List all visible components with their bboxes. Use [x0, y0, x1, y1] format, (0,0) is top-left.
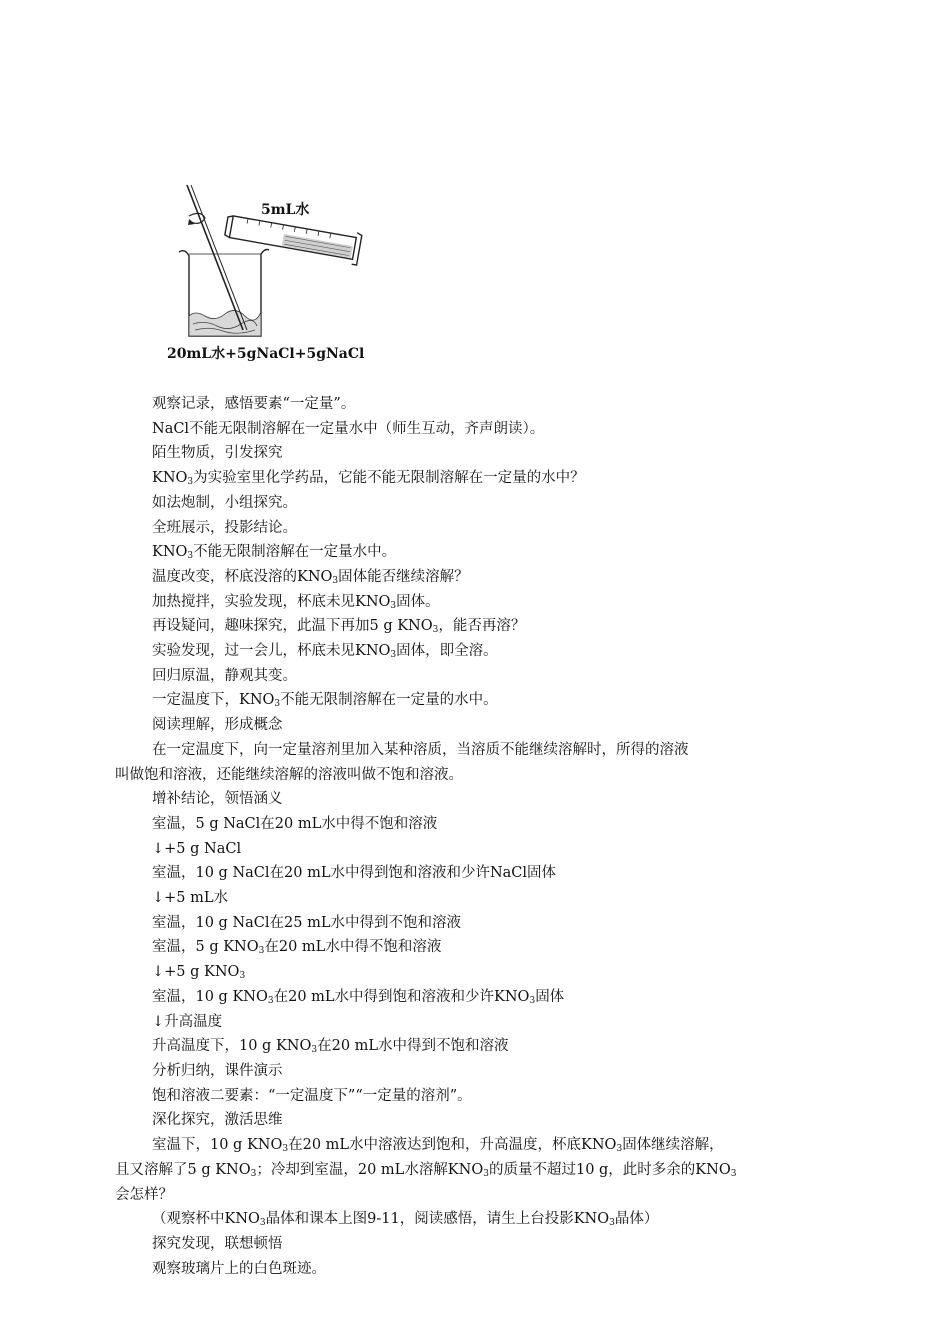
beaker-cylinder-illustration — [165, 180, 375, 365]
text-line: （观察杯中$KNO_3$晶体和课本上图9-11，阅读感悟，请生上台投影$KNO_3$晶体） — [152, 1211, 659, 1229]
text-line: 观察记录，感悟要素“一定量”。 — [152, 396, 356, 412]
text-line: 室温，5 g NaCl在20 mL水中得不饱和溶液 — [152, 815, 438, 832]
text-line: 且又溶解了5 g $KNO_3$；冷却到室温，20 mL水溶解$KNO_3$的质量不超过10 g，此时多余的$KNO_3$ — [115, 1161, 737, 1179]
text-line: 一定温度下，$KNO_3$不能无限制溶解在一定量的水中。 — [152, 692, 498, 710]
text-line: $KNO_3$为实验室里化学药品，它能不能无限制溶解在一定量的水中？ — [152, 470, 585, 488]
lesson-text — [115, 392, 795, 1281]
text-line: ↓+5 mL水 — [152, 890, 229, 907]
text-line: 探究发现，联想顿悟 — [152, 1235, 283, 1252]
text-line: 叫做饱和溶液，还能继续溶解的溶液叫做不饱和溶液。 — [115, 766, 463, 783]
cylinder-label: 5mL水 — [261, 202, 310, 218]
text-line: 阅读理解，形成概念 — [152, 717, 283, 734]
text-line: 加热搅拌，实验发现，杯底未见$KNO_3$固体。 — [152, 593, 440, 611]
glass-rod-drawing — [187, 185, 243, 330]
text-line: 在一定温度下，向一定量溶剂里加入某种溶质，当溶质不能继续溶解时，所得的溶液 — [152, 741, 689, 758]
text-line: 升高温度下，10 g $KNO_3$在20 mL水中得到不饱和溶液 — [152, 1038, 509, 1056]
text-line: 深化探究，激活思维 — [152, 1112, 283, 1129]
text-line: 饱和溶液二要素：“一定温度下”“一定量的溶剂”。 — [152, 1087, 472, 1104]
text-line: 全班展示，投影结论。 — [152, 519, 297, 536]
text-line: ↓+5 g NaCl — [152, 840, 242, 857]
text-line: 回归原温，静观其变。 — [152, 667, 297, 684]
experiment-figure — [165, 180, 375, 365]
text-line: 室温，10 g NaCl在20 mL水中得到饱和溶液和少许NaCl固体 — [152, 865, 557, 882]
text-line: ↓+5 g $KNO_3$ — [152, 964, 246, 982]
text-line: 温度改变，杯底没溶的$KNO_3$固体能否继续溶解？ — [152, 568, 469, 586]
text-line: 增补结论，领悟涵义 — [152, 791, 283, 808]
text-line: NaCl不能无限制溶解在一定量水中（师生互动，齐声朗读）。 — [152, 420, 545, 437]
text-line: 室温下，10 g $KNO_3$在20 mL水中溶液达到饱和，升高温度，杯底$KNO_3$固体继续溶解， — [152, 1137, 724, 1155]
text-line: 陌生物质，引发探究 — [152, 445, 283, 462]
text-line: 实验发现，过一会儿，杯底未见$KNO_3$固体，即全溶。 — [152, 643, 498, 661]
graduated-cylinder-drawing — [224, 210, 363, 265]
text-line: 观察玻璃片上的白色斑迹。 — [152, 1260, 326, 1277]
text-line: ↓升高温度 — [152, 1013, 223, 1030]
text-line: 会怎样？ — [115, 1186, 173, 1203]
text-line: 如法炮制，小组探究。 — [152, 494, 297, 511]
text-line: 室温，5 g $KNO_3$在20 mL水中得不饱和溶液 — [152, 939, 442, 957]
text-line: 室温，10 g $KNO_3$在20 mL水中得到饱和溶液和少许$KNO_3$固体 — [152, 988, 565, 1006]
text-line: 分析归纳，课件演示 — [152, 1062, 283, 1079]
text-line: 室温，10 g NaCl在25 mL水中得到不饱和溶液 — [152, 914, 461, 931]
text-line: 再设疑问，趣味探究，此温下再加5 g $KNO_3$，能否再溶？ — [152, 618, 526, 636]
text-line: $KNO_3$不能无限制溶解在一定量水中。 — [152, 544, 397, 562]
figure-caption: 20mL水+5gNaCl+5gNaCl — [167, 346, 365, 362]
